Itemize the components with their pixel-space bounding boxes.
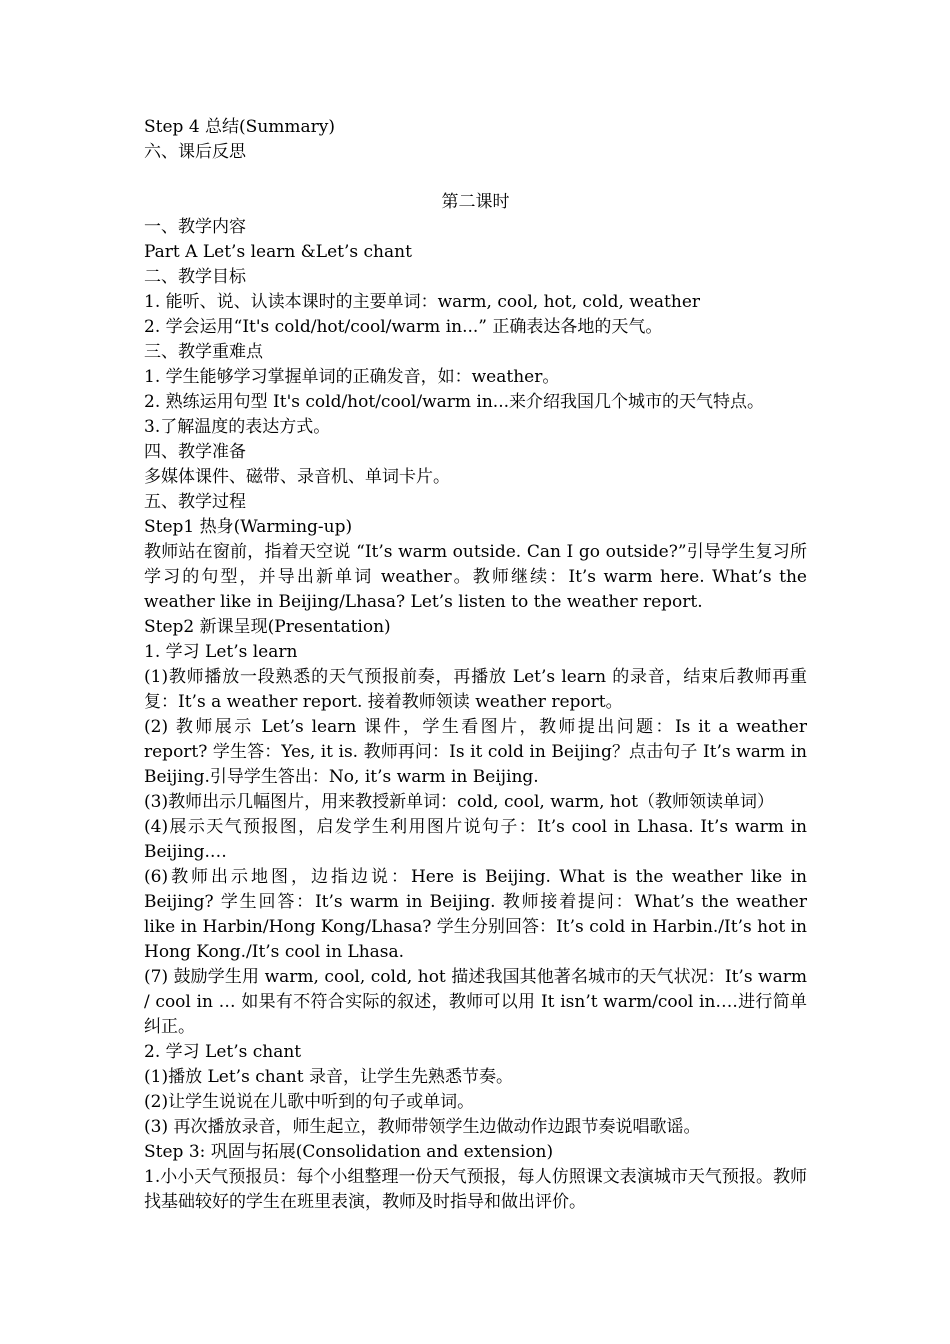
step1-title: Step1 热身(Warming-up) bbox=[144, 517, 353, 537]
step1-paragraph: 教师站在窗前，指着天空说 “It’s warm outside. Can I go outside?”引导学生复习所学习的句型，并导出新单词 weather。教师继续：It’s warm here. What’s the weather like in Beijing/Lhasa? Let’s listen to the weather report. bbox=[144, 542, 807, 612]
reflection-heading: 六、课后反思 bbox=[144, 142, 246, 162]
learn-paragraph: (3)教师出示几幅图片，用来教授新单词：cold, cool, warm, hot（教师领读单词） bbox=[144, 792, 774, 812]
learn-paragraph: (2) 教师展示 Let’s learn 课件，学生看图片，教师提出问题：Is it a weather report? 学生答：Yes, it is. 教师再问：Is it cold in Beijing？点击句子 It’s warm in Beijing.引导学生答出：No, it’s warm in Beijing. bbox=[144, 717, 807, 787]
content-text: Part A Let’s learn &Let’s chant bbox=[144, 242, 412, 262]
learn-title: 1. 学习 Let’s learn bbox=[144, 642, 298, 662]
step2-title: Step2 新课呈现(Presentation) bbox=[144, 617, 391, 637]
goal-item: 2. 学会运用“It's cold/hot/cool/warm in...” 正确表达各地的天气。 bbox=[144, 317, 663, 337]
preparation-text: 多媒体课件、磁带、录音机、单词卡片。 bbox=[144, 467, 450, 487]
key-point-item: 3.了解温度的表达方式。 bbox=[144, 417, 331, 437]
chant-item: (3) 再次播放录音，师生起立，教师带领学生边做动作边跟节奏说唱歌谣。 bbox=[144, 1117, 701, 1137]
goal-item: 1. 能听、说、认读本课时的主要单词：warm, cool, hot, cold, weather bbox=[144, 292, 701, 312]
learn-paragraph: (7) 鼓励学生用 warm, cool, cold, hot 描述我国其他著名城市的天气状况：It’s warm / cool in … 如果有不符合实际的叙述，教师可以用 It isn’t warm/cool in….进行简单纠正。 bbox=[144, 967, 807, 1037]
chant-title: 2. 学习 Let’s chant bbox=[144, 1042, 302, 1062]
learn-paragraph: (6)教师出示地图，边指边说：Here is Beijing. What is the weather like in Beijing? 学生回答：It’s warm in Beijing. 教师接着提问：What’s the weather like in Harbin/Hong Kong/Lhasa? 学生分别回答：It’s cold in Harbin./It’s hot in Hong Kong./It’s cool in Lhasa. bbox=[144, 867, 807, 962]
lesson-title: 第二课时 bbox=[441, 192, 510, 212]
chant-item: (2)让学生说说在儿歌中听到的句子或单词。 bbox=[144, 1092, 475, 1112]
content-heading: 一、教学内容 bbox=[144, 217, 246, 237]
goals-heading: 二、教学目标 bbox=[144, 267, 246, 287]
key-point-item: 1. 学生能够学习掌握单词的正确发音，如：weather。 bbox=[144, 367, 560, 387]
learn-paragraph: (4)展示天气预报图，启发学生利用图片说句子：It’s cool in Lhasa. It’s warm in Beijing.… bbox=[144, 817, 807, 862]
process-heading: 五、教学过程 bbox=[144, 492, 246, 512]
chant-item: (1)播放 Let’s chant 录音，让学生先熟悉节奏。 bbox=[144, 1067, 513, 1087]
key-point-item: 2. 熟练运用句型 It's cold/hot/cool/warm in...来介绍我国几个城市的天气特点。 bbox=[144, 392, 765, 412]
step3-title: Step 3: 巩固与拓展(Consolidation and extension) bbox=[144, 1142, 554, 1162]
step3-paragraph: 1.小小天气预报员：每个小组整理一份天气预报，每人仿照课文表演城市天气预报。教师找基础较好的学生在班里表演，教师及时指导和做出评价。 bbox=[144, 1167, 807, 1212]
learn-paragraph: (1)教师播放一段熟悉的天气预报前奏，再播放 Let’s learn 的录音，结束后教师再重复：It’s a weather report. 接着教师领读 weather report。 bbox=[144, 667, 807, 712]
step4-summary: Step 4 总结(Summary) bbox=[144, 117, 336, 137]
spacer bbox=[144, 165, 807, 190]
key-points-heading: 三、教学重难点 bbox=[144, 342, 263, 362]
preparation-heading: 四、教学准备 bbox=[144, 442, 246, 462]
document-page bbox=[144, 115, 807, 1215]
